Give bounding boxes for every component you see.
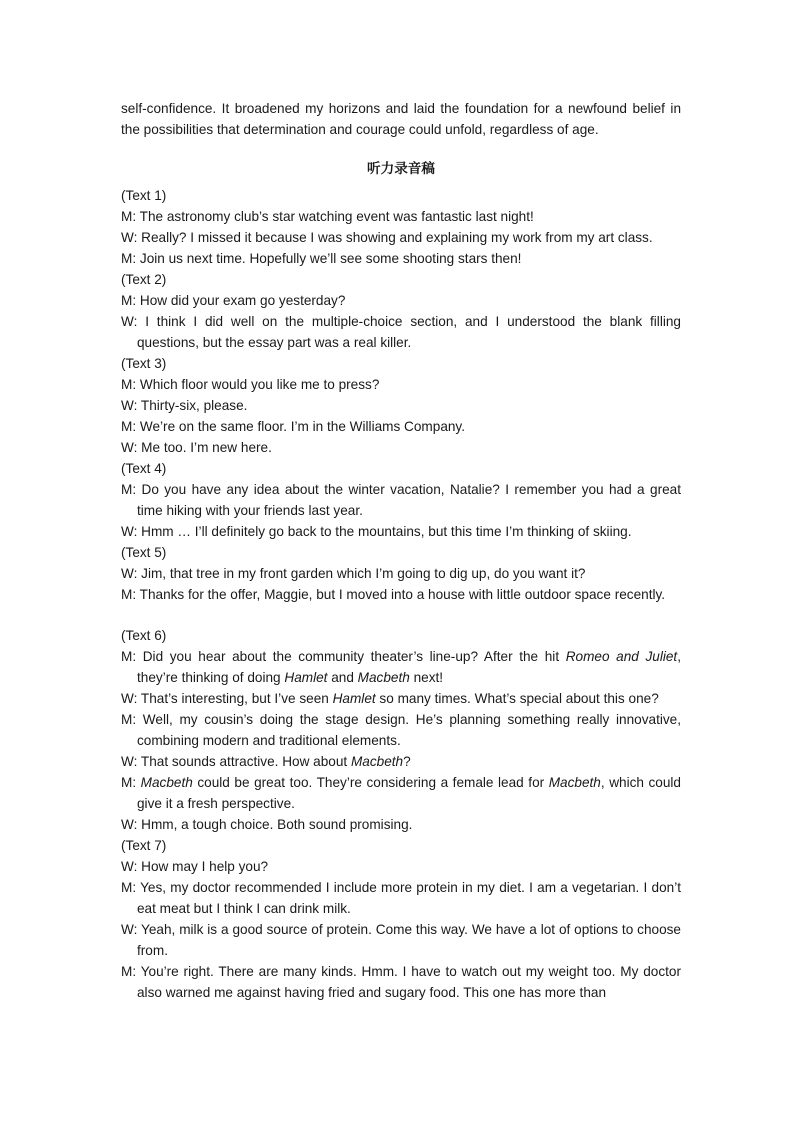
document-page bbox=[121, 98, 681, 1003]
text-section bbox=[121, 353, 681, 458]
dialogue-line bbox=[121, 206, 681, 227]
dialogue-line bbox=[121, 521, 681, 542]
speaker-label: W: bbox=[121, 817, 138, 832]
dialogue-title-italic: Hamlet bbox=[332, 691, 376, 706]
dialogue-text: That sounds attractive. How about bbox=[140, 754, 351, 769]
speaker-label: W: bbox=[121, 398, 138, 413]
dialogue-line bbox=[121, 772, 681, 814]
dialogue-line bbox=[121, 961, 681, 1003]
dialogue-line bbox=[121, 563, 681, 584]
text-section-label: (Text 3) bbox=[121, 356, 167, 371]
dialogue-text: , which could give it a fresh perspective. bbox=[137, 775, 681, 811]
speaker-label: W: bbox=[121, 314, 138, 329]
dialogue-line bbox=[121, 584, 681, 605]
dialogue-text: Do you have any idea about the winter vacation, Natalie? I remember you had a great time hiking with your friends last year. bbox=[137, 482, 681, 518]
speaker-label: W: bbox=[121, 922, 138, 937]
text-section bbox=[121, 835, 681, 1003]
speaker-label: W: bbox=[121, 859, 138, 874]
dialogue-text: could be great too. They’re considering a female lead for bbox=[192, 775, 549, 790]
text-section-label: (Text 7) bbox=[121, 838, 167, 853]
dialogue-text: ? bbox=[403, 754, 411, 769]
speaker-label: W: bbox=[121, 230, 138, 245]
dialogue-line bbox=[121, 290, 681, 311]
speaker-label: M: bbox=[121, 293, 137, 308]
dialogue-text: and bbox=[327, 670, 358, 685]
dialogue-text: You’re right. There are many kinds. Hmm. I have to watch out my weight too. My doctor also warned me against having fried and sugary food. This one has more than bbox=[137, 964, 681, 1000]
dialogue-text: so many times. What’s special about this one? bbox=[375, 691, 659, 706]
dialogue-text: Did you hear about the community theater’s line-up? After the hit bbox=[142, 649, 566, 664]
dialogue-text: Thanks for the offer, Maggie, but I moved into a house with little outdoor space recently. bbox=[139, 587, 666, 602]
speaker-label: M: bbox=[121, 964, 137, 979]
dialogue-text: Thirty-six, please. bbox=[140, 398, 248, 413]
dialogue-line bbox=[121, 688, 681, 709]
dialogue-text: Well, my cousin’s doing the stage design. He’s planning something really innovative, combining modern and traditional elements. bbox=[137, 712, 682, 748]
text-section bbox=[121, 625, 681, 835]
text-section bbox=[121, 269, 681, 353]
speaker-label: W: bbox=[121, 754, 138, 769]
dialogue-line bbox=[121, 919, 681, 961]
speaker-label: W: bbox=[121, 691, 138, 706]
speaker-label: M: bbox=[121, 587, 137, 602]
dialogue-title-italic: Macbeth bbox=[548, 775, 601, 790]
dialogue-text: We’re on the same floor. I’m in the Williams Company. bbox=[139, 419, 465, 434]
dialogue-text: How did your exam go yesterday? bbox=[139, 293, 346, 308]
dialogue-line bbox=[121, 311, 681, 353]
dialogue-line bbox=[121, 395, 681, 416]
dialogue-text: Yes, my doctor recommended I include more protein in my diet. I am a vegetarian. I don’t eat meat but I think I can drink milk. bbox=[137, 880, 681, 916]
dialogue-line bbox=[121, 814, 681, 835]
dialogue-line bbox=[121, 479, 681, 521]
text-section bbox=[121, 185, 681, 269]
text-section bbox=[121, 458, 681, 542]
speaker-label: M: bbox=[121, 482, 137, 497]
intro-text: self-confidence. It broadened my horizons and laid the foundation for a newfound belief in the possibilities that determination and courage could unfold, regardless of age. bbox=[121, 101, 681, 137]
dialogue-title-italic: Romeo and Juliet bbox=[565, 649, 678, 664]
dialogue-text: I think I did well on the multiple-choice section, and I understood the blank filling questions, but the essay part was a real killer. bbox=[137, 314, 681, 350]
dialogue-text: How may I help you? bbox=[141, 859, 269, 874]
transcript-title: 听力录音稿 bbox=[367, 161, 435, 176]
speaker-label: M: bbox=[121, 712, 137, 727]
dialogue-text: Jim, that tree in my front garden which I’m going to dig up, do you want it? bbox=[141, 566, 586, 581]
dialogue-text: Really? I missed it because I was showing and explaining my work from my art class. bbox=[141, 230, 653, 245]
dialogue-line bbox=[121, 227, 681, 248]
dialogue-line bbox=[121, 437, 681, 458]
dialogue-line bbox=[121, 248, 681, 269]
speaker-label: M: bbox=[121, 880, 137, 895]
dialogue-line bbox=[121, 751, 681, 772]
dialogue-title-italic: Macbeth bbox=[357, 670, 410, 685]
dialogue-text: next! bbox=[409, 670, 444, 685]
dialogue-title-italic: Hamlet bbox=[284, 670, 328, 685]
text-section-label: (Text 5) bbox=[121, 545, 167, 560]
speaker-label: M: bbox=[121, 251, 137, 266]
dialogue-title-italic: Macbeth bbox=[350, 754, 404, 769]
dialogue-text: The astronomy club’s star watching event was fantastic last night! bbox=[139, 209, 534, 224]
text-section-label: (Text 1) bbox=[121, 188, 167, 203]
dialogue-line bbox=[121, 416, 681, 437]
speaker-label: M: bbox=[121, 649, 137, 664]
speaker-label: W: bbox=[121, 566, 138, 581]
transcript bbox=[121, 185, 681, 1003]
speaker-label: M: bbox=[121, 377, 137, 392]
dialogue-line bbox=[121, 709, 681, 751]
text-section bbox=[121, 542, 681, 605]
dialogue-text: Hmm, a tough choice. Both sound promising. bbox=[141, 817, 413, 832]
dialogue-text: Yeah, milk is a good source of protein. Come this way. We have a lot of options to choose from. bbox=[137, 922, 681, 958]
dialogue-line bbox=[121, 646, 681, 688]
dialogue-text: That’s interesting, but I’ve seen bbox=[140, 691, 333, 706]
text-section-label: (Text 6) bbox=[121, 628, 167, 643]
speaker-label: M: bbox=[121, 419, 137, 434]
dialogue-line bbox=[121, 877, 681, 919]
dialogue-text: Hmm … I’ll definitely go back to the mountains, but this time I’m thinking of skiing. bbox=[141, 524, 632, 539]
dialogue-line bbox=[121, 374, 681, 395]
dialogue-text: Join us next time. Hopefully we’ll see some shooting stars then! bbox=[139, 251, 522, 266]
speaker-label: W: bbox=[121, 524, 138, 539]
dialogue-title-italic: Macbeth bbox=[140, 775, 193, 790]
text-section-label: (Text 4) bbox=[121, 461, 167, 476]
speaker-label: M: bbox=[121, 775, 137, 790]
text-section-label: (Text 2) bbox=[121, 272, 167, 287]
intro-paragraph bbox=[121, 98, 681, 140]
speaker-label: W: bbox=[121, 440, 138, 455]
dialogue-text: , they’re thinking of doing bbox=[137, 649, 681, 685]
speaker-label: M: bbox=[121, 209, 137, 224]
dialogue-text: Which floor would you like me to press? bbox=[139, 377, 380, 392]
dialogue-line bbox=[121, 856, 681, 877]
dialogue-text: Me too. I’m new here. bbox=[141, 440, 272, 455]
